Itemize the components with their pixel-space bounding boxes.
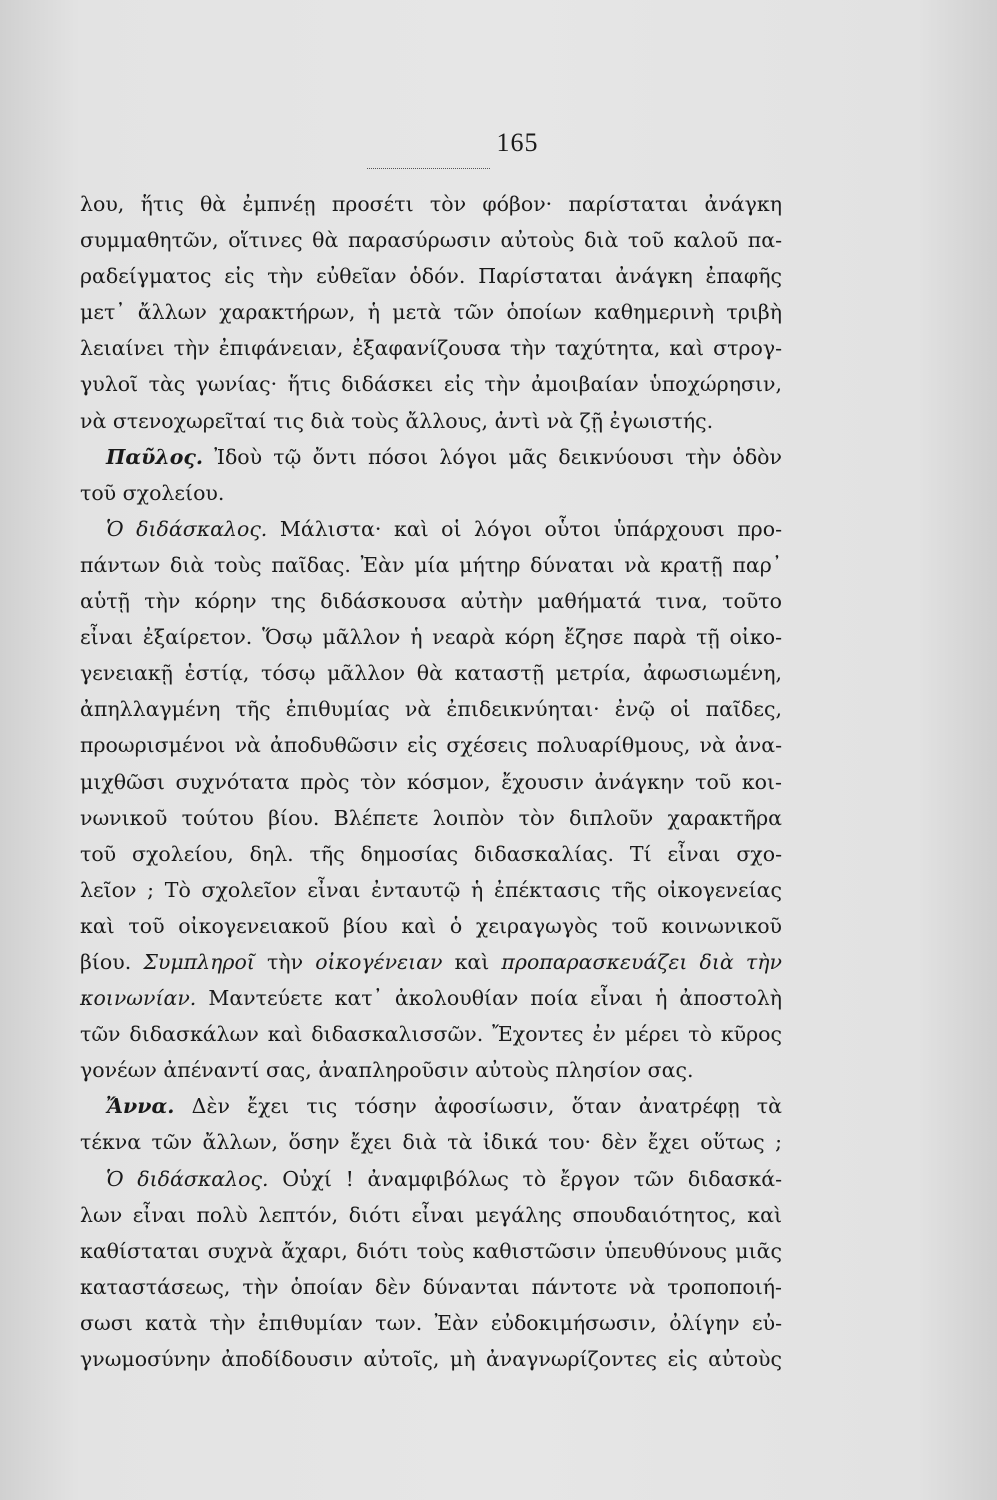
line-text: γενειακῇ ἑστίᾳ, τόσῳ μᾶλλον θὰ καταστῇ μετρία, ἀφωσιωμένη, (80, 661, 782, 686)
text-line (80, 294, 782, 330)
line-text: Μαντεύετε κατ᾿ ἀκολουθίαν ποία εἶναι ἡ ἀποστολὴ (208, 986, 782, 1011)
text-line (80, 1305, 782, 1341)
line-text: τῶν διδασκάλων καὶ διδασκαλισσῶν. Ἔχοντες ἐν μέρει τὸ κῦρος (80, 1022, 782, 1047)
line-text: λων εἶναι πολὺ λεπτόν, διότι εἶναι μεγάλης σπουδαιότητος, καὶ (80, 1202, 782, 1227)
line-text: γονέων ἀπέναντί σας, ἀναπληροῦσιν αὐτοὺς πλησίον σας. (80, 1058, 694, 1083)
line-text: καθίσταται συχνὰ ἄχαρι, διότι τοὺς καθιστῶσιν ὑπευθύνους μιᾶς (80, 1238, 782, 1263)
speaker-name: Ὁ διδάσκαλος. (106, 516, 268, 541)
text-line (80, 655, 782, 691)
line-text: βίου. (80, 949, 132, 974)
speaker-name: Ὁ διδάσκαλος. (106, 1166, 269, 1191)
line-text: Μάλιστα· καὶ οἱ λόγοι οὗτοι ὑπάρχουσι προ- (279, 516, 782, 541)
italic-term: Συμπληροῖ (143, 949, 255, 974)
line-text: γυλοῖ τὰς γωνίας· ἥτις διδάσκει εἰς τὴν ἀμοιβαίαν ὑποχώρησιν, (80, 372, 782, 397)
page-number: 165 (496, 128, 539, 157)
dialogue-line (80, 511, 782, 547)
line-text: συμμαθητῶν, οἵτινες θὰ παρασύρωσιν αὐτοὺς διὰ τοῦ καλοῦ πα- (80, 228, 782, 253)
header-rule (367, 168, 490, 169)
text-line (80, 980, 782, 1016)
line-text: λεῖον ; Τὸ σχολεῖον εἶναι ἐνταυτῷ ἡ ἐπέκτασις τῆς οἰκογενείας (80, 877, 782, 902)
dialogue-line (80, 1161, 782, 1197)
text-line (80, 258, 782, 294)
line-text: λου, ἥτις θὰ ἐμπνέῃ προσέτι τὸν φόβον· παρίσταται ἀνάγκη (80, 192, 782, 216)
text-line (80, 475, 782, 511)
line-text: εἶναι ἐξαίρετον. Ὅσῳ μᾶλλον ἡ νεαρὰ κόρη ἔζησε παρὰ τῇ οἰκο- (80, 625, 782, 650)
text-line (80, 1124, 782, 1160)
body-text (80, 186, 782, 1377)
line-text: νὰ στενοχωρεῖταί τις διὰ τοὺς ἄλλους, ἀντὶ νὰ ζῇ ἐγωιστής. (80, 408, 714, 433)
line-text: Οὐχί ! ἀναμφιβόλως τὸ ἔργον τῶν διδασκά- (282, 1166, 783, 1191)
line-text: πάντων διὰ τοὺς παῖδας. Ἐὰν μία μήτηρ δύναται νὰ κρατῇ παρ᾿ (80, 552, 782, 577)
text-line (80, 691, 782, 727)
line-text: μετ᾿ ἄλλων χαρακτήρων, ἡ μετὰ τῶν ὁποίων καθημερινὴ τριβὴ (80, 300, 782, 325)
text-line (80, 583, 782, 619)
line-text: τὴν (266, 949, 304, 974)
dialogue-line (80, 1088, 782, 1124)
text-line (80, 908, 782, 944)
line-text: τέκνα τῶν ἄλλων, ὅσην ἔχει διὰ τὰ ἰδικά του· δὲν ἔχει οὕτως ; (80, 1130, 782, 1155)
text-line (80, 836, 782, 872)
line-text: ἀπηλλαγμένη τῆς ἐπιθυμίας νὰ ἐπιδεικνύηται· ἐνῷ οἱ παῖδες, (80, 697, 782, 722)
text-line (80, 366, 782, 402)
text-line (80, 1341, 782, 1377)
line-text: Ἰδοὺ τῷ ὄντι πόσοι λόγοι μᾶς δεικνύουσι τὴν ὁδὸν (214, 444, 782, 469)
text-line (80, 764, 782, 800)
text-line (80, 1233, 782, 1269)
text-line (80, 800, 782, 836)
line-text: γνωμοσύνην ἀποδίδουσιν αὐτοῖς, μὴ ἀναγνωρίζοντες εἰς αὐτοὺς (80, 1347, 782, 1371)
italic-term: προπαρασκευάζει διὰ τὴν (501, 949, 782, 974)
text-line (80, 1197, 782, 1233)
italic-term: κοινωνίαν. (80, 986, 197, 1011)
line-text: τοῦ σχολείου, δηλ. τῆς δημοσίας διδασκαλίας. Τί εἶναι σχο- (80, 841, 782, 866)
line-text: ραδείγματος εἰς τὴν εὐθεῖαν ὁδόν. Παρίσταται ἀνάγκη ἐπαφῆς (80, 264, 782, 289)
text-line (80, 330, 782, 366)
line-text: Δὲν ἔχει τις τόσην ἀφοσίωσιν, ὅταν ἀνατρέφῃ τὰ (191, 1094, 782, 1119)
speaker-name: Ἄννα. (106, 1094, 175, 1119)
line-text: καταστάσεως, τὴν ὁποίαν δὲν δύνανται πάντοτε νὰ τροποποιή- (80, 1274, 782, 1299)
text-line (80, 619, 782, 655)
line-text: τοῦ σχολείου. (80, 480, 225, 505)
dialogue-line (80, 439, 782, 475)
line-text: λειαίνει τὴν ἐπιφάνειαν, ἐξαφανίζουσα τὴν ταχύτητα, καὶ στρογ- (80, 336, 782, 361)
text-line (80, 872, 782, 908)
line-text: μιχθῶσι συχνότατα πρὸς τὸν κόσμον, ἔχουσιν ἀνάγκην τοῦ κοι- (80, 769, 782, 794)
text-line (80, 727, 782, 763)
line-text: αὑτῇ τὴν κόρην της διδάσκουσα αὐτὴν μαθήματά τινα, τοῦτο (80, 589, 782, 614)
speaker-name: Παῦλος. (106, 444, 204, 469)
text-line (80, 186, 782, 222)
italic-term: οἰκογένειαν (315, 949, 443, 974)
line-text: προωρισμένοι νὰ ἀποδυθῶσιν εἰς σχέσεις πολυαρίθμους, νὰ ἀνα- (80, 733, 782, 758)
line-text: καὶ τοῦ οἰκογενειακοῦ βίου καὶ ὁ χειραγωγὸς τοῦ κοινωνικοῦ (80, 913, 782, 938)
text-line (80, 1052, 782, 1088)
text-line (80, 944, 782, 980)
line-text: νωνικοῦ τούτου βίου. Βλέπετε λοιπὸν τὸν διπλοῦν χαρακτῆρα (80, 805, 782, 830)
line-text: σωσι κατὰ τὴν ἐπιθυμίαν των. Ἐὰν εὐδοκιμήσωσιν, ὀλίγην εὐ- (80, 1310, 782, 1335)
page-header (0, 128, 997, 158)
text-line (80, 222, 782, 258)
text-line (80, 1016, 782, 1052)
text-line (80, 403, 782, 439)
text-line (80, 1269, 782, 1305)
text-line (80, 547, 782, 583)
line-text: καὶ (454, 949, 490, 974)
